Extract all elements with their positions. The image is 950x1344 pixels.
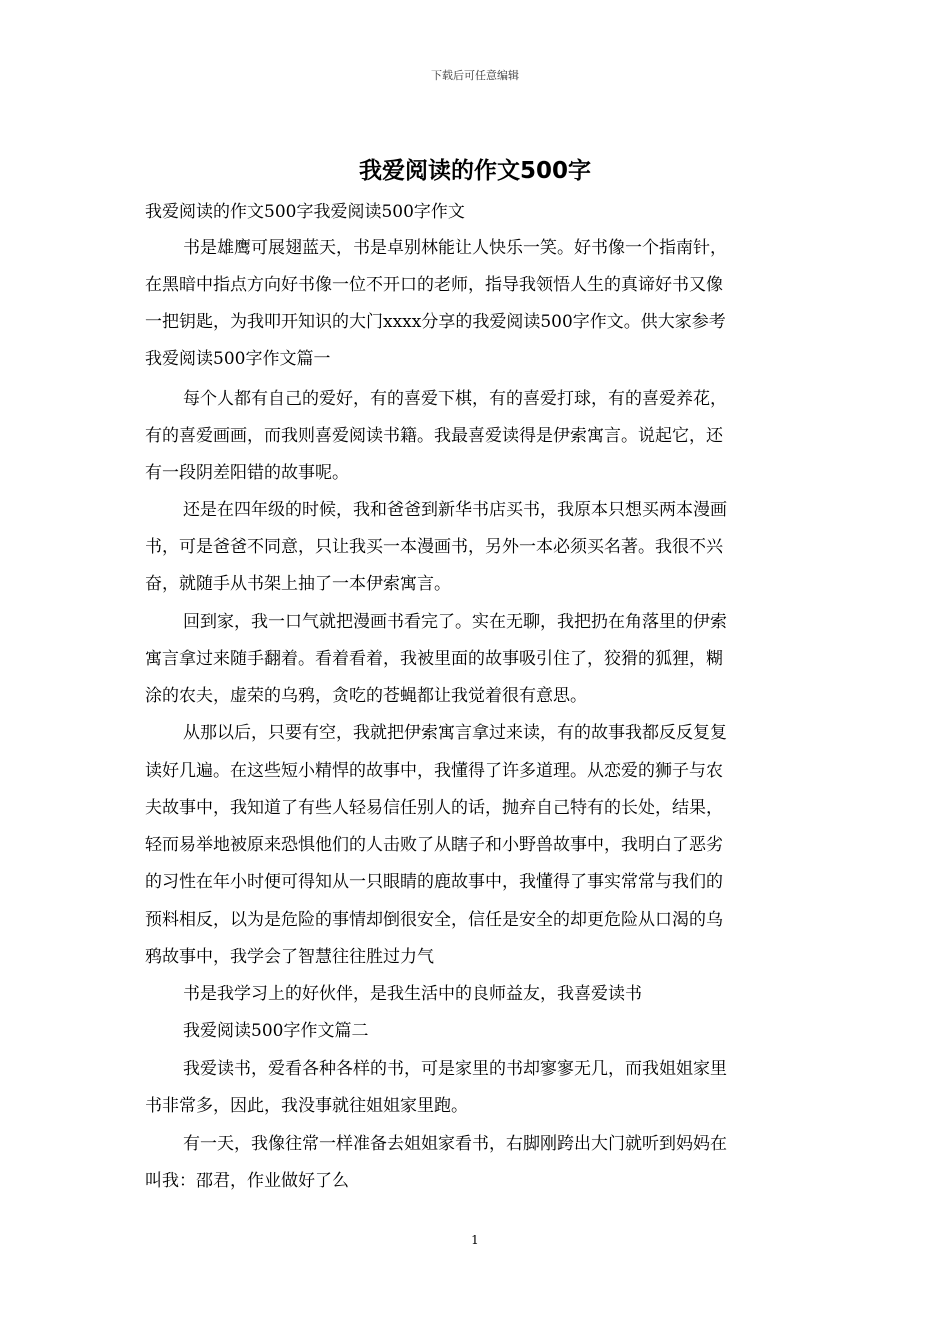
subtitle-line: 我爱阅读的作文500字我爱阅读500字作文 <box>145 202 465 222</box>
body-line: 回到家，我一口气就把漫画书看完了。实在无聊，我把扔在角落里的伊索 <box>183 612 727 632</box>
body-line: 书是我学习上的好伙伴，是我生活中的良师益友，我喜爱读书 <box>183 984 642 1004</box>
body-line: 从那以后，只要有空，我就把伊索寓言拿过来读，有的故事我都反反复复 <box>183 723 727 743</box>
body-line: 书非常多，因此，我没事就往姐姐家里跑。 <box>145 1096 468 1116</box>
body-line: 一把钥匙，为我叩开知识的大门xxxx分享的我爱阅读500字作文。供大家参考 <box>145 312 726 332</box>
document-title: 我爱阅读的作文500字 <box>358 158 591 184</box>
body-line: 预料相反，以为是危险的事情却倒很安全，信任是安全的却更危险从口渴的乌 <box>145 910 723 930</box>
page-number: 1 <box>471 1233 479 1247</box>
body-line: 读好几遍。在这些短小精悍的故事中，我懂得了许多道理。从恋爱的狮子与农 <box>145 761 723 781</box>
body-line: 夫故事中，我知道了有些人轻易信任别人的话，抛弃自己特有的长处，结果， <box>145 798 723 818</box>
body-line: 寓言拿过来随手翻着。看着看着，我被里面的故事吸引住了，狡猾的狐狸，糊 <box>145 649 723 669</box>
body-line: 奋，就随手从书架上抽了一本伊索寓言。 <box>145 574 451 594</box>
body-line: 叫我：邵君，作业做好了么 <box>145 1171 349 1191</box>
body-line: 有的喜爱画画，而我则喜爱阅读书籍。我最喜爱读得是伊索寓言。说起它，还 <box>145 426 723 446</box>
body-line: 轻而易举地被原来恐惧他们的人击败了从瞎子和小野兽故事中，我明白了恶劣 <box>145 835 723 855</box>
page-header: 下载后可任意编辑 <box>431 69 519 82</box>
body-line: 在黑暗中指点方向好书像一位不开口的老师，指导我领悟人生的真谛好书又像 <box>145 275 723 295</box>
body-line: 有一段阴差阳错的故事呢。 <box>145 463 349 483</box>
body-line: 书，可是爸爸不同意，只让我买一本漫画书，另外一本必须买名著。我很不兴 <box>145 537 723 557</box>
body-line: 涂的农夫，虚荣的乌鸦，贪吃的苍蝇都让我觉着很有意思。 <box>145 686 587 706</box>
section-heading: 我爱阅读500字作文篇二 <box>183 1021 369 1041</box>
body-line: 每个人都有自己的爱好，有的喜爱下棋，有的喜爱打球，有的喜爱养花， <box>183 389 727 409</box>
body-line: 的习性在年小时便可得知从一只眼睛的鹿故事中，我懂得了事实常常与我们的 <box>145 872 723 892</box>
body-line: 我爱读书，爱看各种各样的书，可是家里的书却寥寥无几，而我姐姐家里 <box>183 1059 727 1079</box>
body-line: 有一天，我像往常一样准备去姐姐家看书，右脚刚跨出大门就听到妈妈在 <box>183 1134 727 1154</box>
body-line: 还是在四年级的时候，我和爸爸到新华书店买书，我原本只想买两本漫画 <box>183 500 727 520</box>
section-heading: 我爱阅读500字作文篇一 <box>145 349 331 369</box>
body-line: 书是雄鹰可展翅蓝天，书是卓别林能让人快乐一笑。好书像一个指南针， <box>183 238 727 258</box>
body-line: 鸦故事中，我学会了智慧往往胜过力气 <box>145 947 434 967</box>
